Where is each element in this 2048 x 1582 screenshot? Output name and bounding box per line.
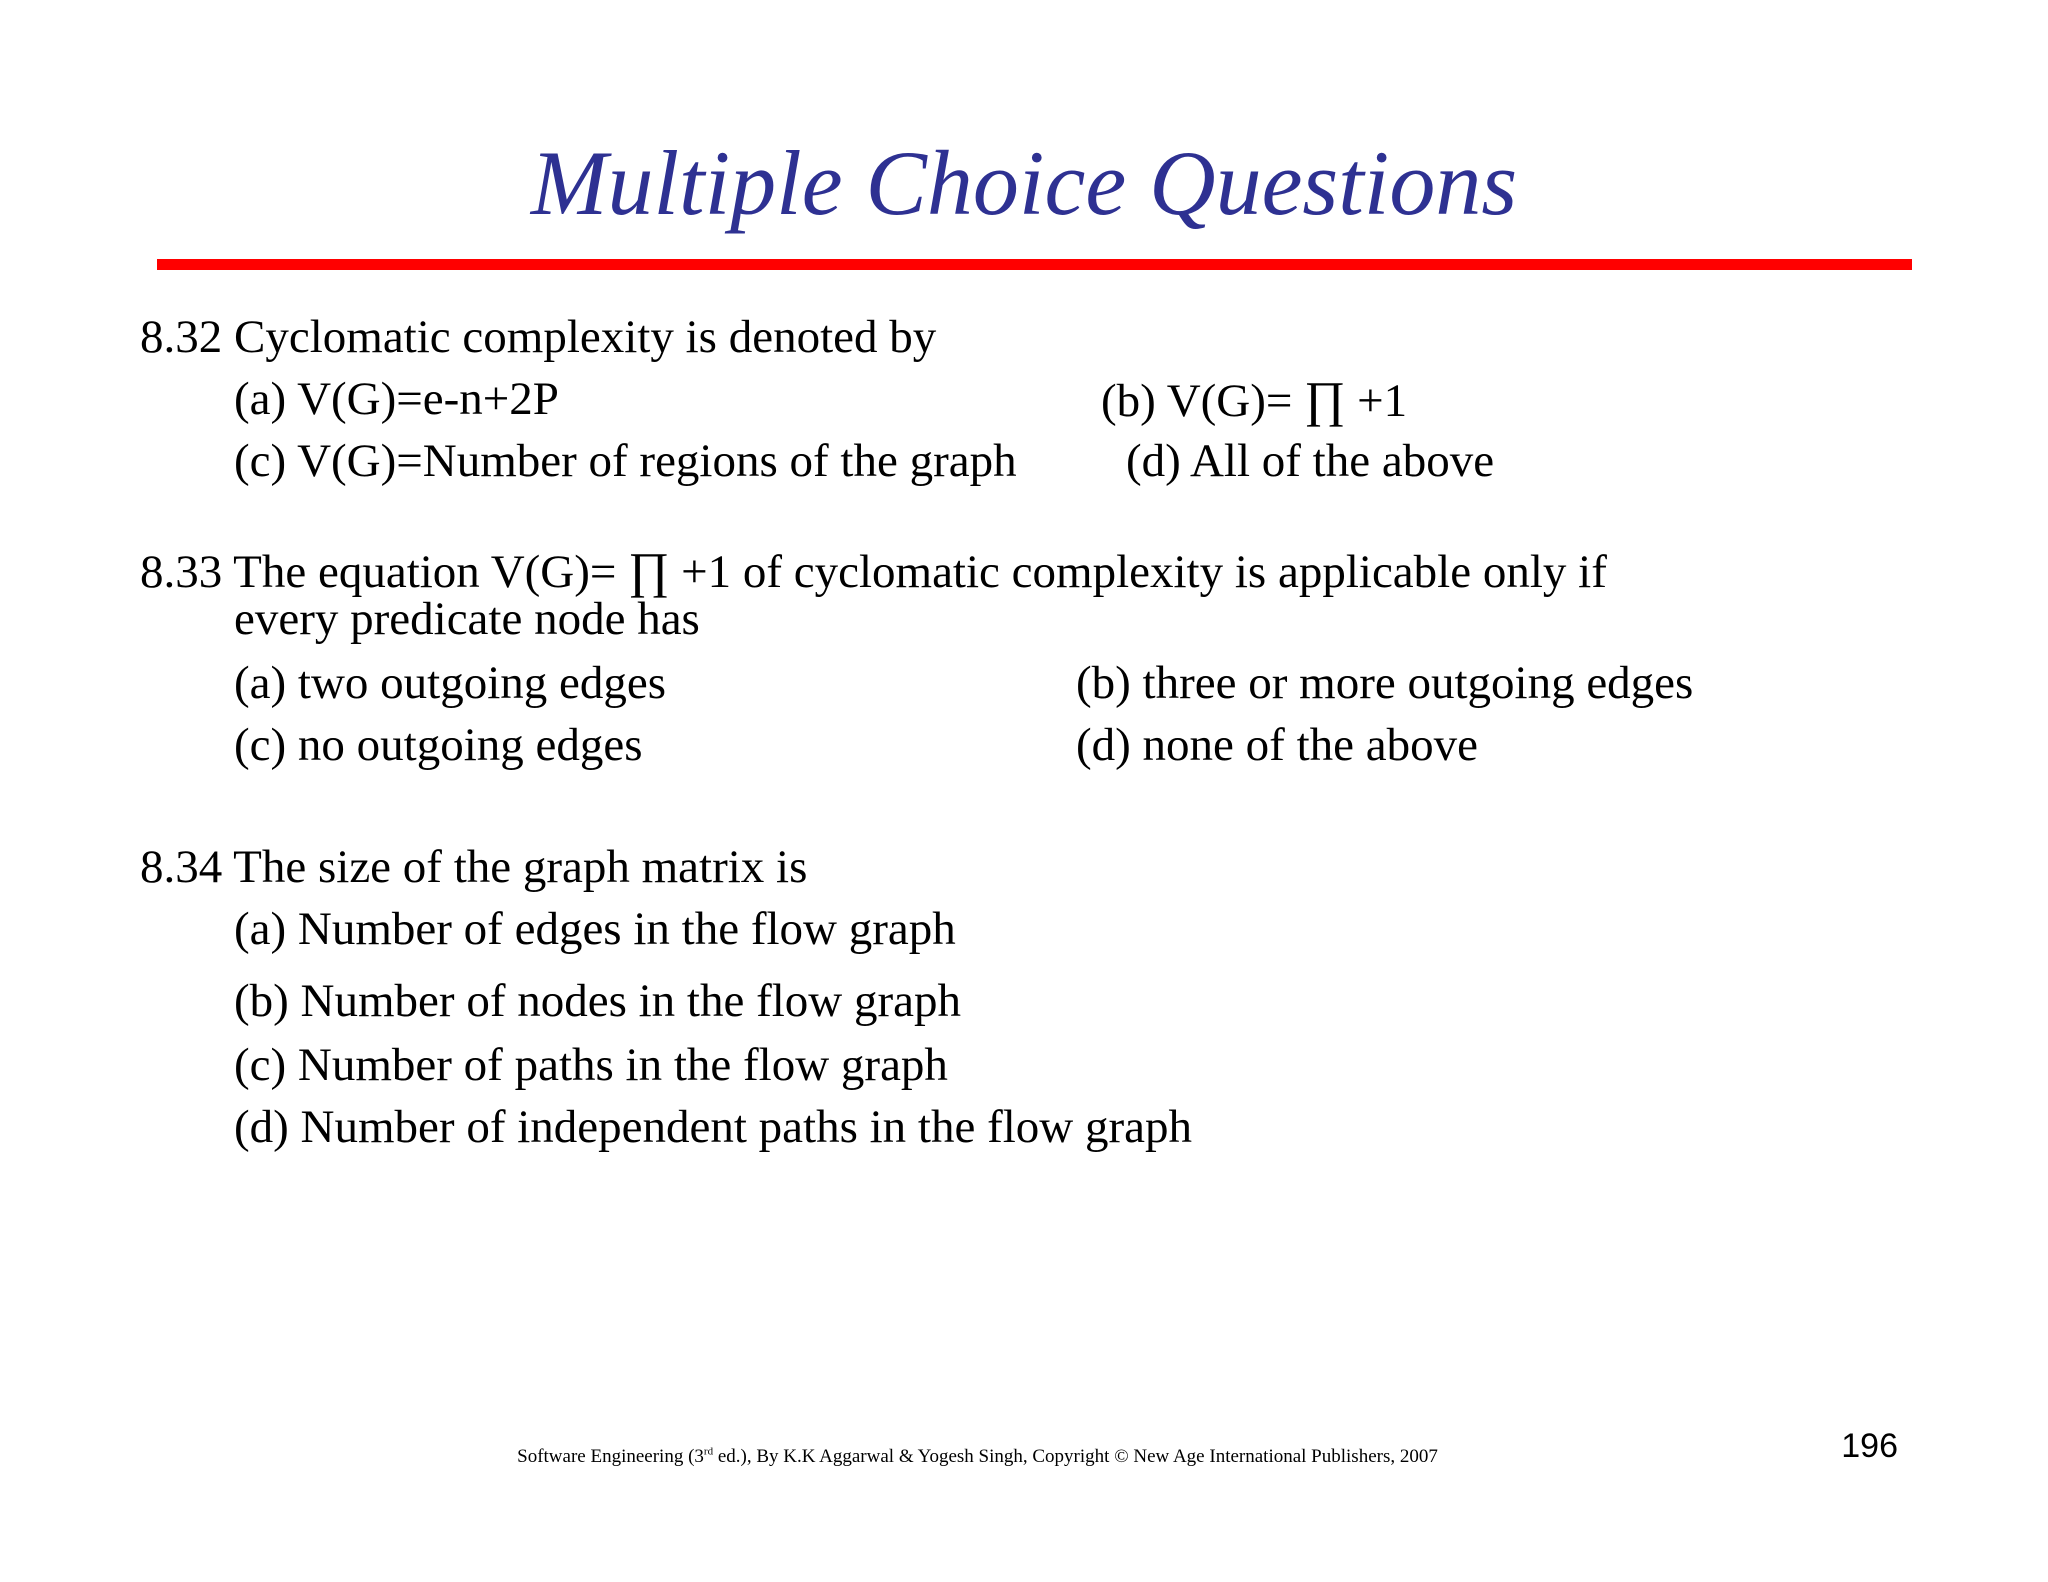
question-8-33-stem [140,543,1607,599]
question-8-32-stem: 8.32 Cyclomatic complexity is denoted by [140,311,937,363]
question-8-34-stem: 8.34 The size of the graph matrix is [140,841,808,893]
question-8-33-stem-line2: every predicate node has [234,593,700,645]
question-8-34-option-d: (d) Number of independent paths in the flow graph [234,1101,1193,1153]
question-8-32-option-b-suffix: +1 [1345,375,1408,427]
title-underline [157,259,1912,270]
question-8-33-stem-prefix: 8.33 The equation V(G)= [140,546,629,598]
question-8-32-option-b [1101,372,1407,428]
question-8-33-option-d: (d) none of the above [1076,719,1478,771]
question-8-33-stem-suffix: +1 of cyclomatic complexity is applicable only if [669,546,1607,598]
question-8-32-option-a: (a) V(G)=e-n+2P [234,373,559,425]
question-8-34-option-c: (c) Number of paths in the flow graph [234,1039,948,1091]
question-8-33-option-c: (c) no outgoing edges [234,719,643,771]
page-number: 196 [1841,1427,1898,1465]
question-8-32-option-d: (d) All of the above [1126,435,1495,487]
question-8-34-option-b: (b) Number of nodes in the flow graph [234,975,962,1027]
footer-credit-prefix: Software Engineering (3 [517,1446,704,1467]
question-8-33-option-a: (a) two outgoing edges [234,657,667,709]
slide-title: Multiple Choice Questions [530,132,1518,234]
question-8-32-option-c: (c) V(G)=Number of regions of the graph [234,435,1017,487]
question-8-34-option-a: (a) Number of edges in the flow graph [234,903,956,955]
question-8-33-option-b: (b) three or more outgoing edges [1076,657,1694,709]
product-symbol: ∏ [628,542,670,598]
question-8-32-option-b-prefix: (b) V(G)= [1101,375,1305,427]
product-symbol: ∏ [1304,371,1346,427]
footer-credit-superscript: rd [703,1445,714,1458]
footer-credit-suffix: ed.), By K.K Aggarwal & Yogesh Singh, Copyright © New Age International Publishers, 2007 [713,1446,1438,1467]
footer-credit [0,1445,1955,1469]
